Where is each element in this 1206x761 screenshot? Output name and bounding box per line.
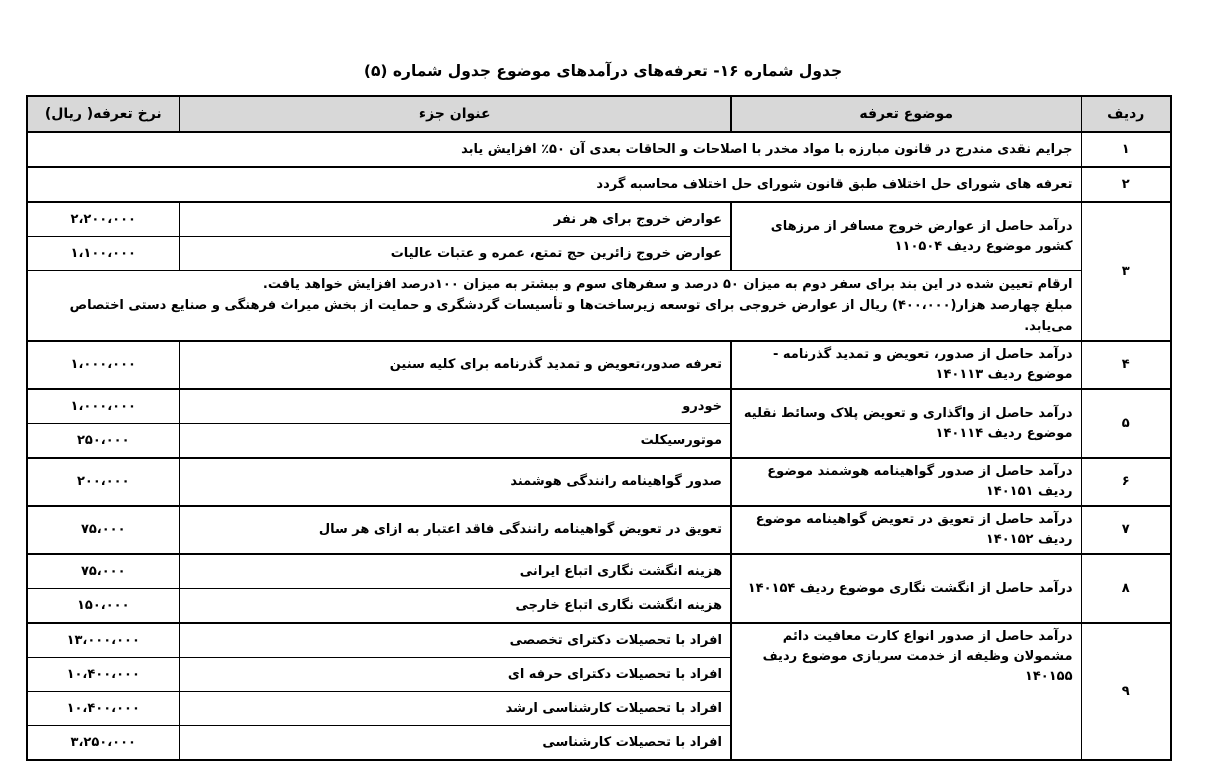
- table-row: [27, 341, 1171, 389]
- table-row: [27, 271, 1171, 342]
- cell-nerkh: ۲۰۰،۰۰۰: [27, 458, 179, 506]
- cell-nerkh: ۲،۲۰۰،۰۰۰: [27, 202, 179, 237]
- header-row: [27, 96, 1171, 132]
- tariff-table: [26, 95, 1172, 761]
- col-header-nerkh: نرخ تعرفه( ریال): [27, 96, 179, 132]
- cell-onvan: موتورسیکلت: [179, 424, 731, 459]
- col-header-radif: ردیف: [1081, 96, 1171, 132]
- cell-nerkh: ۷۵،۰۰۰: [27, 554, 179, 589]
- cell-onvan: افراد با تحصیلات کارشناسی: [179, 726, 731, 761]
- table-row: [27, 458, 1171, 506]
- cell-nerkh: ۱۰،۴۰۰،۰۰۰: [27, 658, 179, 692]
- table-row: [27, 202, 1171, 237]
- cell-mozoo: درآمد حاصل از صدور انواع کارت معافیت دائم مشمولان وظیفه از خدمت سربازی موضوع ردیف ۱۴۰۱۵۵: [731, 623, 1081, 760]
- cell-radif: ۶: [1081, 458, 1171, 506]
- cell-note: ارقام تعیین شده در این بند برای سفر دوم به میزان ۵۰ درصد و سفرهای سوم و بیشتر به میزان ۱۰۰درصد افزایش خواهد یافت. مبلغ چهارصد هزار(۴۰۰،۰۰۰) ریال از عوارض خروجی برای توسعه زیرساخت‌ها و تأسیسات گردشگری و حمایت از بخش میراث فرهنگی و صنایع دستی اختصاص می‌یابد.: [27, 271, 1081, 342]
- cell-onvan: عوارض خروج زائرین حج تمتع، عمره و عتبات عالیات: [179, 237, 731, 271]
- col-header-mozoo: موضوع تعرفه: [731, 96, 1081, 132]
- cell-nerkh: ۱،۰۰۰،۰۰۰: [27, 341, 179, 389]
- table-row: [27, 389, 1171, 424]
- cell-onvan: خودرو: [179, 389, 731, 424]
- cell-nerkh: ۲۵۰،۰۰۰: [27, 424, 179, 459]
- table-row: [27, 132, 1171, 167]
- cell-nerkh: ۱،۰۰۰،۰۰۰: [27, 389, 179, 424]
- cell-radif: ۲: [1081, 167, 1171, 202]
- cell-onvan: افراد با تحصیلات دکترای حرفه ای: [179, 658, 731, 692]
- page-title: جدول شماره ۱۶- تعرفه‌های درآمدهای موضوع جدول شماره (۵): [363, 62, 843, 80]
- cell-mozoo: درآمد حاصل از انگشت نگاری موضوع ردیف ۱۴۰۱۵۴: [731, 554, 1081, 623]
- cell-nerkh: ۱۳،۰۰۰،۰۰۰: [27, 623, 179, 658]
- cell-onvan: تعویق در تعویض گواهینامه رانندگی فاقد اعتبار به ازای هر سال: [179, 506, 731, 554]
- cell-nerkh: ۱۵۰،۰۰۰: [27, 589, 179, 624]
- cell-onvan: هزینه انگشت نگاری اتباع ایرانی: [179, 554, 731, 589]
- cell-nerkh: ۱۰،۴۰۰،۰۰۰: [27, 692, 179, 726]
- cell-radif: ۷: [1081, 506, 1171, 554]
- table-header: [27, 96, 1171, 132]
- cell-merged: تعرفه های شورای حل اختلاف طبق قانون شورای حل اختلاف محاسبه گردد: [27, 167, 1081, 202]
- cell-mozoo: درآمد حاصل از صدور، تعویض و تمدید گذرنامه - موضوع ردیف ۱۴۰۱۱۳: [731, 341, 1081, 389]
- cell-nerkh: ۱،۱۰۰،۰۰۰: [27, 237, 179, 271]
- cell-nerkh: ۳،۲۵۰،۰۰۰: [27, 726, 179, 761]
- cell-onvan: عوارض خروج برای هر نفر: [179, 202, 731, 237]
- table-row: [27, 167, 1171, 202]
- cell-mozoo: درآمد حاصل از واگذاری و تعویض پلاک وسائط نقلیه موضوع ردیف ۱۴۰۱۱۴: [731, 389, 1081, 458]
- cell-nerkh: ۷۵،۰۰۰: [27, 506, 179, 554]
- cell-mozoo: درآمد حاصل از عوارض خروج مسافر از مرزهای کشور موضوع ردیف ۱۱۰۵۰۴: [731, 202, 1081, 271]
- cell-radif: ۸: [1081, 554, 1171, 623]
- cell-radif: ۳: [1081, 202, 1171, 341]
- cell-radif: ۱: [1081, 132, 1171, 167]
- cell-onvan: افراد با تحصیلات کارشناسی ارشد: [179, 692, 731, 726]
- table-row: [27, 623, 1171, 658]
- cell-onvan: افراد با تحصیلات دکترای تخصصی: [179, 623, 731, 658]
- col-header-onvan: عنوان جزء: [179, 96, 731, 132]
- table-row: [27, 506, 1171, 554]
- cell-onvan: صدور گواهینامه رانندگی هوشمند: [179, 458, 731, 506]
- table-body: [27, 132, 1171, 760]
- cell-onvan: هزینه انگشت نگاری اتباع خارجی: [179, 589, 731, 624]
- cell-onvan: تعرفه صدور،تعویض و تمدید گذرنامه برای کلیه سنین: [179, 341, 731, 389]
- table-row: [27, 554, 1171, 589]
- cell-mozoo: درآمد حاصل از تعویق در تعویض گواهینامه موضوع ردیف ۱۴۰۱۵۲: [731, 506, 1081, 554]
- cell-merged: جرایم نقدی مندرج در قانون مبارزه با مواد مخدر با اصلاحات و الحاقات بعدی آن ۵۰٪ افزایش یابد: [27, 132, 1081, 167]
- cell-radif: ۹: [1081, 623, 1171, 760]
- cell-radif: ۵: [1081, 389, 1171, 458]
- cell-mozoo: درآمد حاصل از صدور گواهینامه هوشمند موضوع ردیف ۱۴۰۱۵۱: [731, 458, 1081, 506]
- cell-radif: ۴: [1081, 341, 1171, 389]
